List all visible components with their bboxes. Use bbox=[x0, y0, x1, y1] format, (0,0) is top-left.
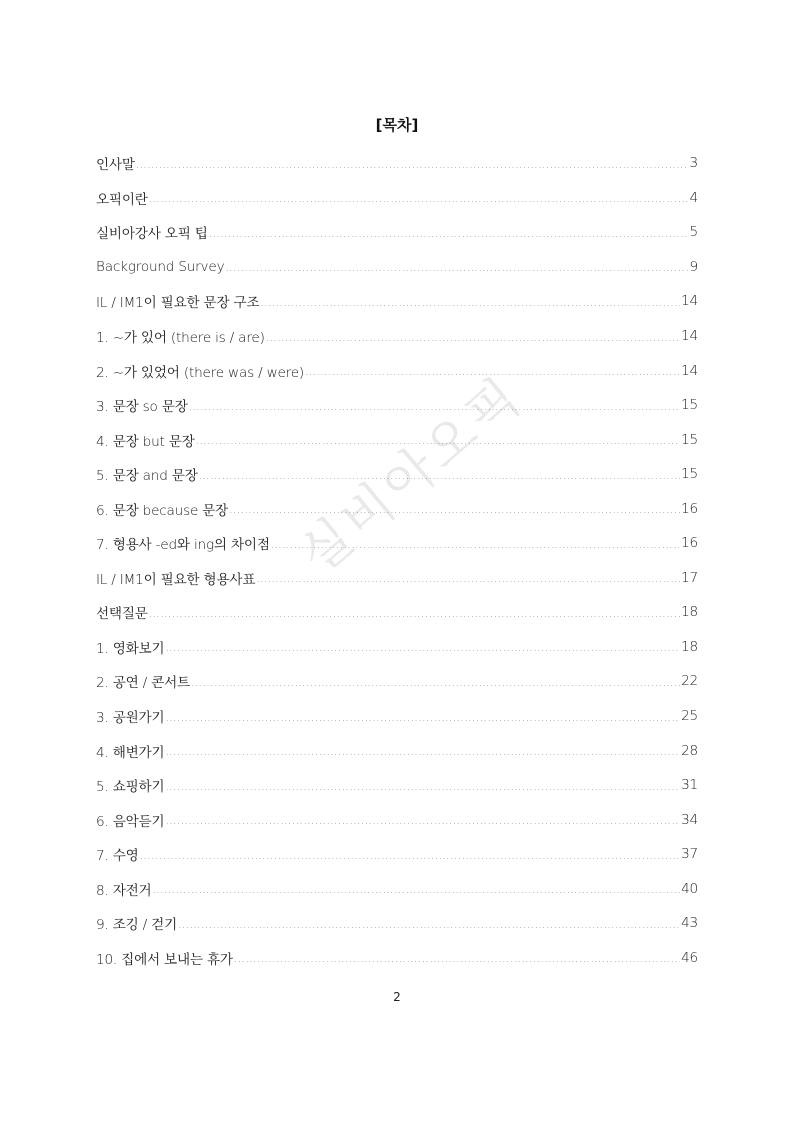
toc-entry-page: 18 bbox=[681, 638, 698, 655]
toc-dot-leader bbox=[256, 572, 680, 585]
toc-entry-label: IL / IM1이 필요한 문장 구조 bbox=[96, 295, 260, 312]
toc-entry-label: 7. 형용사 -ed와 ing의 차이점 bbox=[96, 537, 270, 554]
toc-dot-leader bbox=[165, 641, 680, 654]
toc-entry-page: 14 bbox=[681, 293, 698, 310]
toc-entry-page: 15 bbox=[681, 397, 698, 414]
toc-entry bbox=[96, 284, 698, 319]
toc-entry-page: 15 bbox=[681, 466, 698, 483]
toc-entry bbox=[96, 457, 698, 492]
toc-entry-label: Background Survey bbox=[96, 258, 225, 275]
toc-entry bbox=[96, 802, 698, 837]
toc-dot-leader bbox=[260, 296, 680, 309]
toc-entry bbox=[96, 733, 698, 768]
toc-entry-label: 3. 공원가기 bbox=[96, 710, 165, 727]
toc-title: [목차] bbox=[375, 116, 419, 134]
toc-entry-page: 37 bbox=[681, 846, 698, 863]
toc-dot-leader bbox=[189, 400, 680, 413]
toc-entry-page: 14 bbox=[681, 328, 698, 344]
toc-entry-label: 10. 집에서 보내는 휴가 bbox=[96, 951, 233, 968]
toc-dot-leader bbox=[165, 745, 680, 758]
toc-entry-page: 4 bbox=[689, 189, 698, 206]
toc-entry bbox=[96, 215, 698, 250]
toc-entry-label: 6. 문장 because 문장 bbox=[96, 502, 229, 519]
toc-dot-leader bbox=[165, 814, 680, 827]
toc-entry-page: 18 bbox=[681, 604, 698, 621]
toc-entry bbox=[96, 181, 698, 216]
toc-entry-page: 17 bbox=[681, 569, 698, 586]
toc-entry-label: 8. 자전거 bbox=[96, 882, 152, 899]
toc-dot-leader bbox=[271, 538, 680, 551]
toc-entry-label: 인사말 bbox=[96, 157, 135, 174]
toc-entry-page: 16 bbox=[681, 535, 698, 552]
toc-dot-leader bbox=[178, 918, 680, 931]
toc-dot-leader bbox=[266, 331, 680, 344]
toc-entry-page: 31 bbox=[681, 777, 698, 794]
toc-entry bbox=[96, 388, 698, 423]
toc-dot-leader bbox=[225, 261, 688, 274]
toc-dot-leader bbox=[199, 469, 680, 482]
toc-entry bbox=[96, 319, 698, 354]
toc-entry-page: 14 bbox=[681, 362, 698, 379]
toc-dot-leader bbox=[229, 503, 680, 516]
toc-dot-leader bbox=[305, 365, 680, 378]
toc-entry-label: IL / IM1이 필요한 형용사표 bbox=[96, 571, 256, 588]
toc-entry bbox=[96, 871, 698, 906]
toc-dot-leader bbox=[196, 434, 680, 447]
toc-entry-label: 9. 조깅 / 걷기 bbox=[96, 917, 178, 934]
toc-entry-page: 46 bbox=[681, 949, 698, 966]
page-number: 2 bbox=[393, 990, 401, 1004]
toc-entry-label: 실비아강사 오픽 팁 bbox=[96, 226, 208, 243]
toc-entry bbox=[96, 664, 698, 699]
toc-dot-leader bbox=[165, 711, 680, 724]
toc-entry-label: 선택질문 bbox=[96, 606, 148, 623]
toc-dot-leader bbox=[140, 849, 681, 862]
toc-dot-leader bbox=[149, 607, 680, 620]
toc-dot-leader bbox=[136, 158, 689, 171]
toc-entry-page: 28 bbox=[681, 742, 698, 759]
toc-entry-label: 4. 해변가기 bbox=[96, 744, 165, 761]
toc-entry bbox=[96, 491, 698, 526]
toc-dot-leader bbox=[165, 780, 680, 793]
toc-entry-label: 1. ~가 있어 (there is / are) bbox=[96, 330, 265, 346]
toc-entry-page: 5 bbox=[689, 224, 698, 241]
toc-entry-page: 25 bbox=[681, 708, 698, 725]
toc-entry bbox=[96, 906, 698, 941]
toc-entry bbox=[96, 422, 698, 457]
watermark: 실비아오픽 bbox=[288, 365, 535, 586]
toc-dot-leader bbox=[209, 227, 689, 240]
toc-entry-page: 16 bbox=[681, 500, 698, 517]
toc-entry-label: 7. 수영 bbox=[96, 848, 139, 865]
toc-entry-label: 1. 영화보기 bbox=[96, 640, 165, 657]
table-of-contents bbox=[96, 146, 698, 975]
toc-entry-label: 오픽이란 bbox=[96, 191, 148, 208]
toc-entry bbox=[96, 250, 698, 285]
toc-entry-label: 2. ~가 있었어 (there was / were) bbox=[96, 364, 305, 381]
toc-entry-label: 6. 음악듣기 bbox=[96, 813, 165, 830]
toc-entry bbox=[96, 595, 698, 630]
toc-dot-leader bbox=[153, 883, 681, 896]
toc-entry bbox=[96, 526, 698, 561]
toc-entry-label: 5. 쇼핑하기 bbox=[96, 779, 165, 796]
toc-entry-page: 34 bbox=[681, 811, 698, 828]
toc-dot-leader bbox=[191, 676, 680, 689]
toc-entry bbox=[96, 768, 698, 803]
toc-entry bbox=[96, 146, 698, 181]
toc-entry-page: 22 bbox=[681, 673, 698, 690]
toc-entry-page: 9 bbox=[689, 258, 698, 275]
toc-entry bbox=[96, 699, 698, 734]
toc-entry-label: 5. 문장 and 문장 bbox=[96, 468, 198, 485]
toc-dot-leader bbox=[149, 192, 689, 205]
toc-entry-label: 2. 공연 / 콘서트 bbox=[96, 675, 190, 692]
toc-entry-page: 40 bbox=[681, 880, 698, 897]
toc-dot-leader bbox=[234, 952, 680, 965]
toc-entry bbox=[96, 941, 698, 976]
toc-entry-page: 3 bbox=[689, 155, 698, 172]
toc-entry-label: 4. 문장 but 문장 bbox=[96, 433, 195, 450]
toc-entry-label: 3. 문장 so 문장 bbox=[96, 399, 188, 416]
toc-entry bbox=[96, 630, 698, 665]
toc-entry bbox=[96, 353, 698, 388]
toc-entry bbox=[96, 837, 698, 872]
toc-entry-page: 15 bbox=[681, 431, 698, 448]
toc-entry-page: 43 bbox=[681, 915, 698, 932]
toc-entry bbox=[96, 561, 698, 596]
